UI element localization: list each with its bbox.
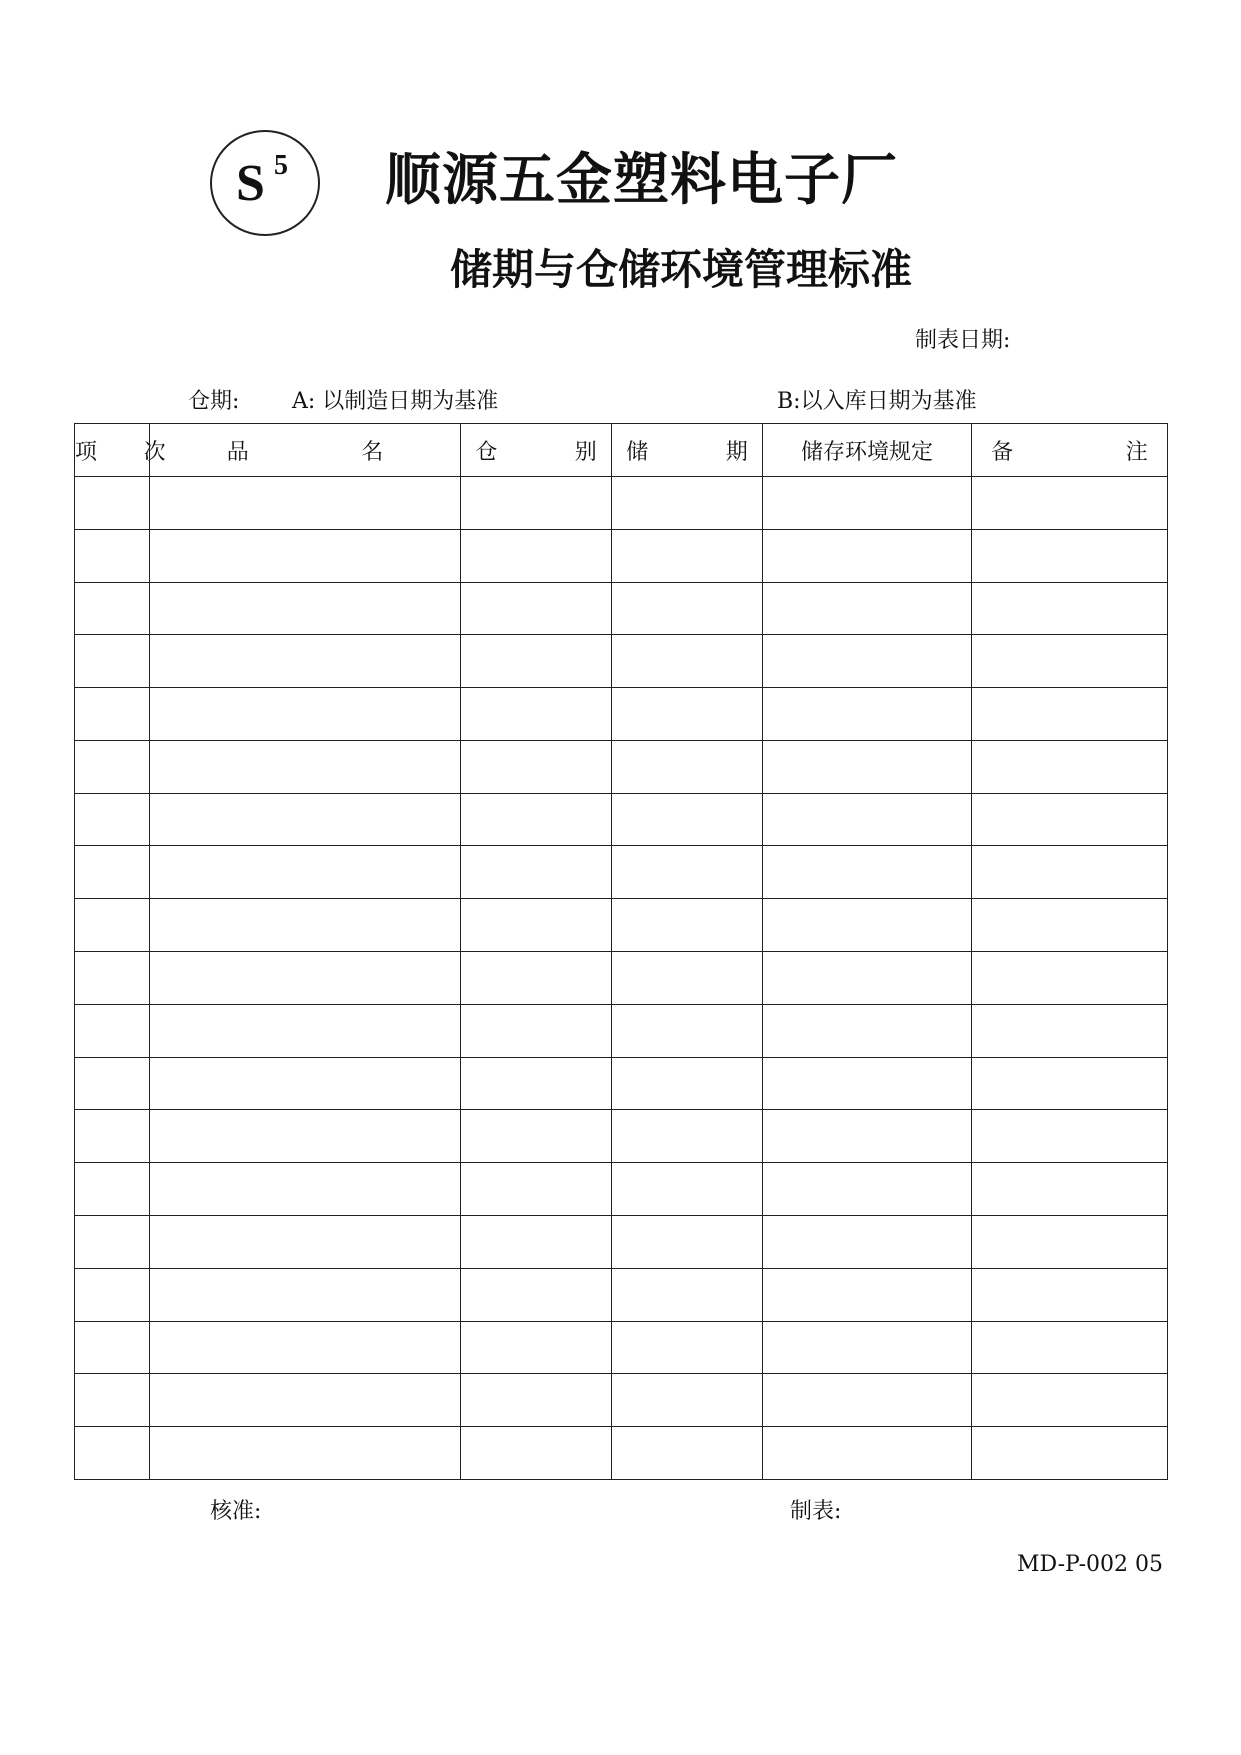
table-cell (75, 1110, 150, 1163)
table-cell (763, 846, 972, 899)
table-cell (763, 582, 972, 635)
table-cell (461, 793, 612, 846)
table-cell (612, 793, 763, 846)
table-cell (150, 1268, 461, 1321)
table-cell (972, 529, 1168, 582)
table-cell (763, 477, 972, 530)
table-cell (461, 1163, 612, 1216)
table-cell (75, 477, 150, 530)
table-row (75, 1004, 1168, 1057)
table-cell (150, 529, 461, 582)
table-cell (150, 1110, 461, 1163)
table-cell (461, 899, 612, 952)
table-cell (763, 688, 972, 741)
table-cell (612, 740, 763, 793)
table-cell (150, 899, 461, 952)
table-cell (972, 899, 1168, 952)
table-cell (612, 1374, 763, 1427)
table-cell (612, 477, 763, 530)
table-row (75, 1268, 1168, 1321)
table-cell (150, 740, 461, 793)
table-cell (150, 1215, 461, 1268)
table-row (75, 582, 1168, 635)
col-header-product-name: 品 名 (150, 424, 461, 477)
storage-option-b: B:以入库日期为基准 (777, 389, 977, 414)
table-cell (75, 740, 150, 793)
logo-superscript: 5 (274, 150, 288, 181)
table-cell (763, 635, 972, 688)
table-cell (150, 1057, 461, 1110)
table-row (75, 1374, 1168, 1427)
table-cell (150, 477, 461, 530)
table-cell (75, 529, 150, 582)
table-cell (150, 1163, 461, 1216)
storage-period-label: 仓期: (188, 389, 240, 414)
table-row (75, 846, 1168, 899)
table-cell (75, 582, 150, 635)
table-cell (972, 1268, 1168, 1321)
table-cell (461, 1004, 612, 1057)
table-cell (972, 1215, 1168, 1268)
table-cell (75, 1321, 150, 1374)
table-cell (150, 1427, 461, 1480)
document-title: 储期与仓储环境管理标准 (450, 245, 913, 294)
table-cell (763, 1427, 972, 1480)
table-cell (150, 952, 461, 1005)
table-cell (461, 477, 612, 530)
table-cell (612, 1004, 763, 1057)
table-cell (972, 1427, 1168, 1480)
table-cell (612, 1268, 763, 1321)
table-cell (972, 1004, 1168, 1057)
table-cell (461, 1110, 612, 1163)
table-header-row (75, 424, 1168, 477)
col-header-storage-environment: 储存环境规定 (763, 424, 972, 477)
form-code: MD-P-002 05 (1017, 1552, 1164, 1577)
table-cell (461, 1057, 612, 1110)
table-cell (461, 1427, 612, 1480)
table-cell (461, 1268, 612, 1321)
table-cell (75, 1163, 150, 1216)
storage-standard-table (74, 423, 1201, 1480)
table-cell (612, 1427, 763, 1480)
storage-option-a: A: 以制造日期为基准 (292, 389, 499, 414)
table-cell (461, 740, 612, 793)
table-cell (150, 582, 461, 635)
table-cell (461, 635, 612, 688)
table-cell (612, 846, 763, 899)
table-row (75, 1321, 1168, 1374)
table-cell (150, 793, 461, 846)
logo-letter: S (236, 155, 265, 212)
table-row (75, 1057, 1168, 1110)
table-cell (150, 1374, 461, 1427)
table-cell (461, 1321, 612, 1374)
table-cell (763, 1004, 972, 1057)
table-cell (763, 1057, 972, 1110)
table-cell (75, 899, 150, 952)
table-row (75, 529, 1168, 582)
table-row (75, 740, 1168, 793)
table-cell (612, 582, 763, 635)
table-row (75, 1215, 1168, 1268)
table-row (75, 952, 1168, 1005)
table-cell (461, 529, 612, 582)
col-header-warehouse: 仓 别 (461, 424, 612, 477)
table-cell (461, 688, 612, 741)
table-cell (75, 1268, 150, 1321)
table-cell (612, 635, 763, 688)
table-row (75, 899, 1168, 952)
table-cell (763, 1163, 972, 1216)
table-cell (75, 952, 150, 1005)
table-cell (612, 1110, 763, 1163)
table-cell (763, 1110, 972, 1163)
table-cell (763, 793, 972, 846)
table-cell (461, 846, 612, 899)
table-cell (75, 846, 150, 899)
table-cell (75, 793, 150, 846)
approved-label: 核准: (210, 1499, 262, 1524)
table-cell (75, 635, 150, 688)
table-cell (972, 1057, 1168, 1110)
table-cell (75, 688, 150, 741)
col-header-item-no: 项 次 (75, 424, 150, 477)
table-cell (972, 477, 1168, 530)
table-cell (763, 1268, 972, 1321)
table-cell (150, 1321, 461, 1374)
col-header-storage-period: 储 期 (612, 424, 763, 477)
table-cell (763, 1321, 972, 1374)
table-cell (972, 635, 1168, 688)
table-cell (972, 740, 1168, 793)
table-row (75, 688, 1168, 741)
table-cell (612, 529, 763, 582)
col-header-remarks: 备 注 (972, 424, 1168, 477)
table-cell (612, 1057, 763, 1110)
table-cell (612, 952, 763, 1005)
table-row (75, 1110, 1168, 1163)
table-cell (763, 899, 972, 952)
table-cell (612, 1321, 763, 1374)
table-row (75, 1427, 1168, 1480)
table-cell (75, 1057, 150, 1110)
table-cell (972, 1374, 1168, 1427)
table-cell (150, 635, 461, 688)
table-cell (972, 688, 1168, 741)
table-row (75, 635, 1168, 688)
table-cell (612, 688, 763, 741)
table-cell (763, 1215, 972, 1268)
date-label: 制表日期: (915, 328, 1011, 353)
table-cell (972, 952, 1168, 1005)
company-logo (210, 130, 320, 236)
table-row (75, 1163, 1168, 1216)
table-cell (612, 1215, 763, 1268)
prepared-label: 制表: (790, 1499, 842, 1524)
table-cell (972, 1110, 1168, 1163)
table-cell (972, 582, 1168, 635)
table-cell (75, 1374, 150, 1427)
table-cell (150, 846, 461, 899)
table-cell (150, 1004, 461, 1057)
table-body (75, 477, 1168, 1480)
table-cell (972, 1163, 1168, 1216)
table-cell (150, 688, 461, 741)
table-cell (612, 1163, 763, 1216)
table-cell (972, 1321, 1168, 1374)
table-cell (461, 582, 612, 635)
table-cell (972, 793, 1168, 846)
table-cell (461, 1215, 612, 1268)
table-row (75, 477, 1168, 530)
company-name: 顺源五金塑料电子厂 (385, 147, 898, 213)
table-cell (461, 952, 612, 1005)
table-cell (763, 529, 972, 582)
table-cell (75, 1215, 150, 1268)
table-cell (763, 1374, 972, 1427)
table-cell (763, 952, 972, 1005)
table-cell (612, 899, 763, 952)
table-cell (75, 1427, 150, 1480)
table-cell (461, 1374, 612, 1427)
table-cell (972, 846, 1168, 899)
table-row (75, 793, 1168, 846)
table-cell (75, 1004, 150, 1057)
table-cell (763, 740, 972, 793)
